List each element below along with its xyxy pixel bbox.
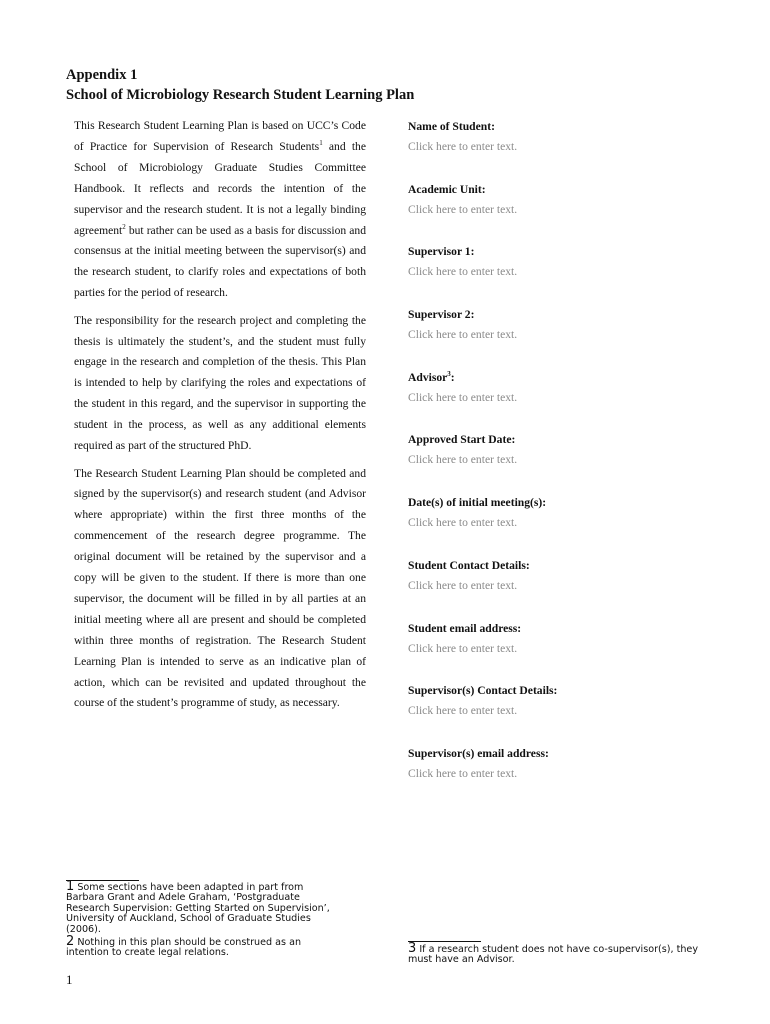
footnote-3 [408, 941, 708, 966]
field-label: Supervisor 2: [408, 308, 475, 322]
footnote-ref-3[interactable]: 3 [447, 369, 451, 378]
field-name-of-student [408, 117, 708, 180]
field-label: Date(s) of initial meeting(s): [408, 496, 547, 510]
text-entry-placeholder[interactable]: Click here to enter text. [408, 328, 518, 342]
footnote-text: Some sections have been adapted in part from Barbara Grant and Adele Graham, ‘Postgraduate Research Supervision: Getting Started on Supervision’, University of Auckland, School of Graduate Studies (2006). [66, 882, 330, 935]
text-entry-placeholder[interactable]: Click here to enter text. [408, 265, 518, 279]
field-advisor [408, 368, 708, 431]
footnote-number: 1 [66, 879, 75, 894]
text-entry-placeholder[interactable]: Click here to enter text. [408, 140, 518, 153]
page-number: 1 [66, 972, 73, 987]
text-entry-placeholder[interactable]: Click here to enter text. [408, 202, 518, 216]
intro-paragraph-1 [74, 116, 366, 304]
field-label: Name of Student: [408, 120, 495, 133]
form-fields [408, 117, 708, 807]
footnote-number: 2 [66, 934, 75, 950]
field-student-contact-details [408, 556, 708, 619]
field-label: Approved Start Date: [408, 433, 516, 447]
text-entry-placeholder[interactable]: Click here to enter text. [408, 704, 518, 718]
field-supervisor-contact-details [408, 681, 708, 744]
field-approved-start-date [408, 430, 708, 493]
intro-text [74, 116, 366, 721]
field-label: Student Contact Details: [408, 558, 530, 572]
text-entry-placeholder[interactable]: Click here to enter text. [408, 453, 518, 467]
footnote-1 [66, 879, 336, 935]
text-entry-placeholder[interactable]: Click here to enter text. [408, 516, 518, 530]
field-label: Academic Unit: [408, 182, 486, 196]
intro-paragraph-1-part-a: This Research Student Learning Plan is based on UCC’s Code of Practice for Supervision of Research Students [74, 119, 366, 153]
field-label [408, 368, 708, 388]
field-academic-unit [408, 180, 708, 243]
appendix-heading: Appendix 1 [66, 67, 138, 83]
footnote-text: Nothing in this plan should be construed as an intention to create legal relations. [66, 937, 302, 959]
footnote-ref-1[interactable]: 1 [319, 139, 323, 148]
text-entry-placeholder[interactable]: Click here to enter text. [408, 578, 518, 592]
field-label: Student email address: [408, 621, 522, 635]
field-supervisor-2 [408, 305, 708, 368]
intro-paragraph-1-part-c: but rather can be used as a basis for discussion and consensus at the initial meeting between the supervisor(s) and the research student, to clarify roles and expectations of both parties for the period of research. [74, 223, 366, 300]
field-label-text: Advisor [408, 370, 448, 384]
footnote-text: If a research student does not have co-supervisor(s), they must have an Advisor. [408, 944, 699, 966]
document-title: School of Microbiology Research Student Learning Plan [66, 87, 415, 103]
footnotes-right [408, 941, 708, 968]
intro-paragraph-1-part-b: and the School of Microbiology Graduate Studies Committee Handbook. It reflects and records the intention of the supervisor and the research student. It is not a legally binding agreement [74, 139, 366, 237]
text-entry-placeholder[interactable]: Click here to enter text. [408, 390, 518, 404]
field-label: Supervisor(s) Contact Details: [408, 684, 558, 698]
field-supervisor-email [408, 744, 708, 807]
field-student-email [408, 619, 708, 682]
field-supervisor-1 [408, 242, 708, 305]
footnote-number: 3 [408, 941, 417, 956]
field-label: Supervisor 1: [408, 245, 475, 259]
footnote-separator [66, 880, 139, 881]
intro-paragraph-3: The Research Student Learning Plan should be completed and signed by the supervisor(s) and research student (and Advisor where appropriate) within the first three months of the commencement of the research degree programme. The original document will be retained by the supervisor and a copy will be given to the student. If there is more than one supervisor, the document will be filled in by all parties at an initial meeting where all are present and should be completed within three months of registration. The Research Student Learning Plan is intended to serve as an indicative plan of action, which can be revisited and updated throughout the course of the student’s programme of study, as necessary. [74, 466, 366, 710]
field-label: Supervisor(s) email address: [408, 746, 549, 760]
text-entry-placeholder[interactable]: Click here to enter text. [408, 641, 518, 655]
field-label-colon: : [450, 370, 455, 384]
text-entry-placeholder[interactable]: Click here to enter text. [408, 766, 518, 780]
intro-paragraph-2: The responsibility for the research project and completing the thesis is ultimately the student’s, and the student must fully engage in the research and completion of the thesis. This Plan is intended to help by clarifying the roles and expectations of the student in this regard, and the supervisor in supporting the student in the process, as well as any additional elements required as part of the structured PhD. [74, 313, 366, 453]
footnote-2 [66, 934, 336, 959]
footnotes-left [66, 879, 336, 961]
field-initial-meeting-dates [408, 493, 708, 556]
footnote-ref-2[interactable]: 2 [122, 222, 126, 231]
footnote-separator [408, 941, 481, 942]
